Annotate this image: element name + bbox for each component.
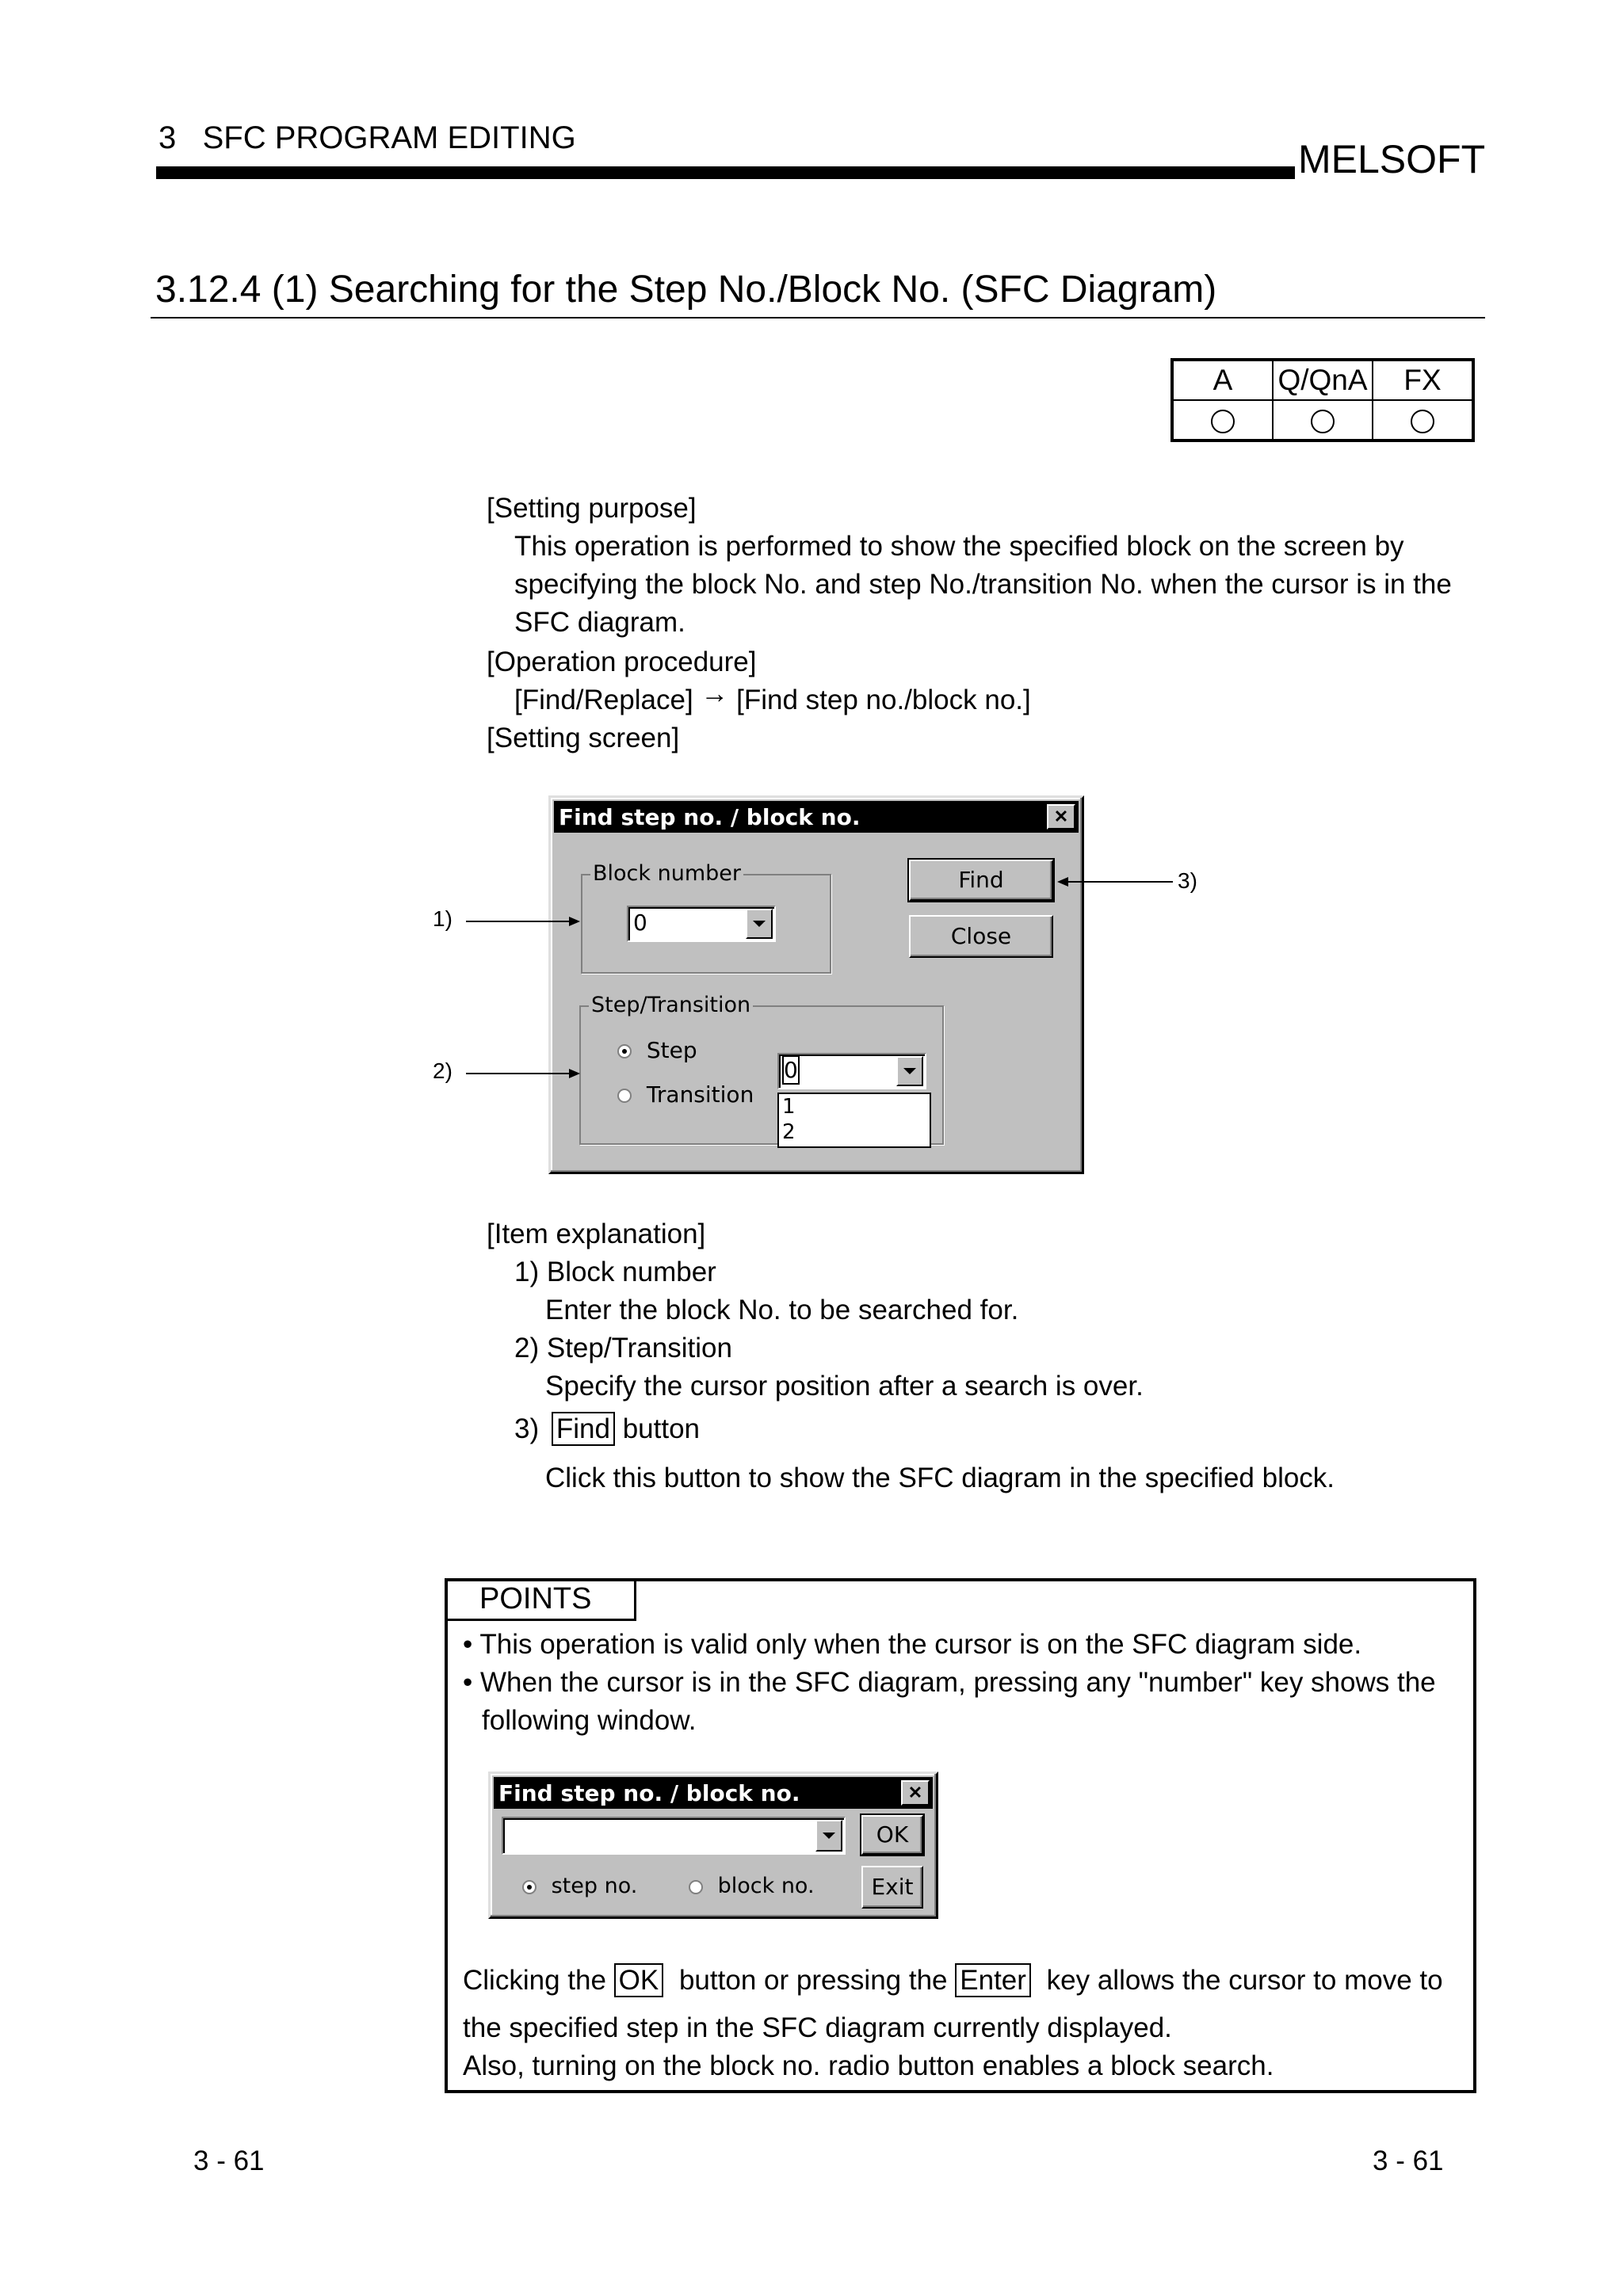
radio-block-no-label: block no. bbox=[717, 1874, 815, 1898]
item-3-prefix: 3) bbox=[514, 1413, 540, 1444]
dialog-close-icon[interactable]: ✕ bbox=[1047, 804, 1075, 830]
item-3-suffix: button bbox=[622, 1413, 700, 1444]
note-part2: button or pressing the bbox=[678, 1965, 948, 1996]
points-note-line3: Also, turning on the block no. radio button enables a block search. bbox=[463, 2050, 1274, 2081]
callout-1-label: 1) bbox=[433, 906, 453, 931]
radio-selected-icon[interactable] bbox=[522, 1880, 537, 1894]
radio-step-label: Step bbox=[646, 1037, 697, 1063]
radio-block-no-option[interactable] bbox=[689, 1874, 815, 1898]
arrow-left-icon bbox=[1057, 877, 1068, 887]
page-number-left: 3 - 61 bbox=[193, 2145, 265, 2176]
note-part3: key allows the cursor to move to bbox=[1046, 1965, 1443, 1996]
radio-selected-icon[interactable] bbox=[617, 1044, 632, 1058]
callout-3-label: 3) bbox=[1178, 868, 1197, 893]
points-label: POINTS bbox=[445, 1578, 636, 1621]
setting-purpose-line: SFC diagram. bbox=[514, 607, 685, 638]
radio-step-no-option[interactable] bbox=[522, 1874, 637, 1898]
step-dropdown-list bbox=[777, 1093, 931, 1148]
compatibility-table bbox=[1170, 358, 1475, 442]
chapter-heading: 3 SFC PROGRAM EDITING bbox=[158, 120, 576, 155]
chevron-down-icon[interactable] bbox=[896, 1056, 923, 1086]
item-3-title bbox=[514, 1410, 700, 1448]
setting-purpose-line: This operation is performed to show the specified block on the screen by bbox=[514, 531, 1404, 562]
radio-unselected-icon[interactable] bbox=[617, 1089, 632, 1103]
callout-2-arrow bbox=[466, 1073, 569, 1074]
callout-3-arrow bbox=[1068, 881, 1173, 883]
dropdown-option[interactable]: 1 bbox=[782, 1095, 796, 1119]
block-number-label: Block number bbox=[590, 861, 743, 886]
compat-mark-qna bbox=[1273, 400, 1373, 441]
ok-key-box: OK bbox=[614, 1963, 664, 1997]
find-key-box: Find bbox=[552, 1412, 615, 1446]
setting-purpose-heading: [Setting purpose] bbox=[487, 493, 697, 524]
exit-button[interactable]: Exit bbox=[861, 1866, 923, 1909]
points-bullet-continued: following window. bbox=[482, 1705, 697, 1736]
item-2-title: 2) Step/Transition bbox=[514, 1333, 732, 1363]
quick-dialog-close-icon[interactable]: ✕ bbox=[901, 1780, 930, 1806]
right-arrow-icon: → bbox=[701, 678, 729, 709]
block-number-combo[interactable] bbox=[627, 906, 776, 942]
step-number-combo[interactable] bbox=[777, 1053, 926, 1089]
quick-number-combo[interactable] bbox=[502, 1817, 846, 1855]
setting-screen-heading: [Setting screen] bbox=[487, 723, 680, 753]
dialog-title-bar bbox=[554, 801, 1079, 833]
points-bullet: • When the cursor is in the SFC diagram, pressing any "number" key shows the bbox=[463, 1667, 1436, 1698]
points-note-line2: the specified step in the SFC diagram currently displayed. bbox=[463, 2012, 1172, 2043]
quick-dialog-title-bar bbox=[494, 1777, 933, 1809]
compat-mark-a bbox=[1172, 400, 1273, 441]
header-rule bbox=[156, 166, 1295, 179]
quick-dialog-title: Find step no. / block no. bbox=[498, 1779, 800, 1806]
dialog-title: Find step no. / block no. bbox=[559, 803, 861, 830]
chevron-down-icon[interactable] bbox=[815, 1820, 842, 1852]
supported-circle-icon bbox=[1311, 410, 1335, 433]
menu-path-find-step: [Find step no./block no.] bbox=[736, 685, 1031, 715]
radio-unselected-icon[interactable] bbox=[689, 1880, 703, 1894]
callout-1-arrow bbox=[466, 921, 569, 922]
close-button[interactable]: Close bbox=[909, 915, 1053, 958]
chevron-down-icon[interactable] bbox=[746, 909, 773, 939]
enter-key-box: Enter bbox=[955, 1963, 1031, 1997]
find-button[interactable]: Find bbox=[909, 860, 1053, 901]
item-2-desc: Specify the cursor position after a search is over. bbox=[545, 1371, 1144, 1402]
supported-circle-icon bbox=[1211, 410, 1235, 433]
section-rule bbox=[151, 317, 1485, 318]
radio-step-no-label: step no. bbox=[551, 1874, 638, 1898]
item-1-title: 1) Block number bbox=[514, 1257, 716, 1287]
brand-logo-text: MELSOFT bbox=[1298, 137, 1486, 181]
section-title: 3.12.4 (1) Searching for the Step No./Block No. (SFC Diagram) bbox=[155, 269, 1217, 311]
operation-menu-path bbox=[514, 678, 1031, 719]
points-bullet: • This operation is valid only when the cursor is on the SFC diagram side. bbox=[463, 1629, 1362, 1660]
item-3-desc: Click this button to show the SFC diagram in the specified block. bbox=[545, 1463, 1335, 1493]
note-part1: Clicking the bbox=[463, 1965, 606, 1996]
block-number-value: 0 bbox=[633, 910, 647, 936]
arrow-right-icon bbox=[569, 917, 580, 926]
compat-header-a: A bbox=[1172, 360, 1273, 400]
compat-header-fx: FX bbox=[1373, 360, 1473, 400]
callout-2-label: 2) bbox=[433, 1058, 453, 1083]
compat-header-qnA: Q/QnA bbox=[1273, 360, 1373, 400]
compat-mark-fx bbox=[1373, 400, 1473, 441]
step-number-value: 0 bbox=[784, 1057, 798, 1083]
supported-circle-icon bbox=[1411, 410, 1434, 433]
step-transition-label: Step/Transition bbox=[589, 993, 753, 1017]
radio-transition-option[interactable] bbox=[617, 1081, 754, 1108]
item-1-desc: Enter the block No. to be searched for. bbox=[545, 1295, 1019, 1325]
radio-step-option[interactable] bbox=[617, 1037, 697, 1063]
arrow-right-icon bbox=[569, 1069, 580, 1078]
setting-purpose-line: specifying the block No. and step No./transition No. when the cursor is in the bbox=[514, 569, 1452, 600]
points-note-line1 bbox=[463, 1962, 1443, 2000]
item-explanation-heading: [Item explanation] bbox=[487, 1219, 706, 1249]
page-number-right: 3 - 61 bbox=[1373, 2145, 1444, 2176]
menu-path-find-replace: [Find/Replace] bbox=[514, 685, 693, 715]
operation-heading: [Operation procedure] bbox=[487, 646, 757, 677]
find-step-dialog bbox=[548, 795, 1084, 1174]
quick-find-dialog bbox=[488, 1772, 938, 1919]
dropdown-option[interactable]: 2 bbox=[782, 1120, 796, 1144]
radio-transition-label: Transition bbox=[646, 1081, 754, 1108]
ok-button[interactable]: OK bbox=[861, 1815, 923, 1855]
